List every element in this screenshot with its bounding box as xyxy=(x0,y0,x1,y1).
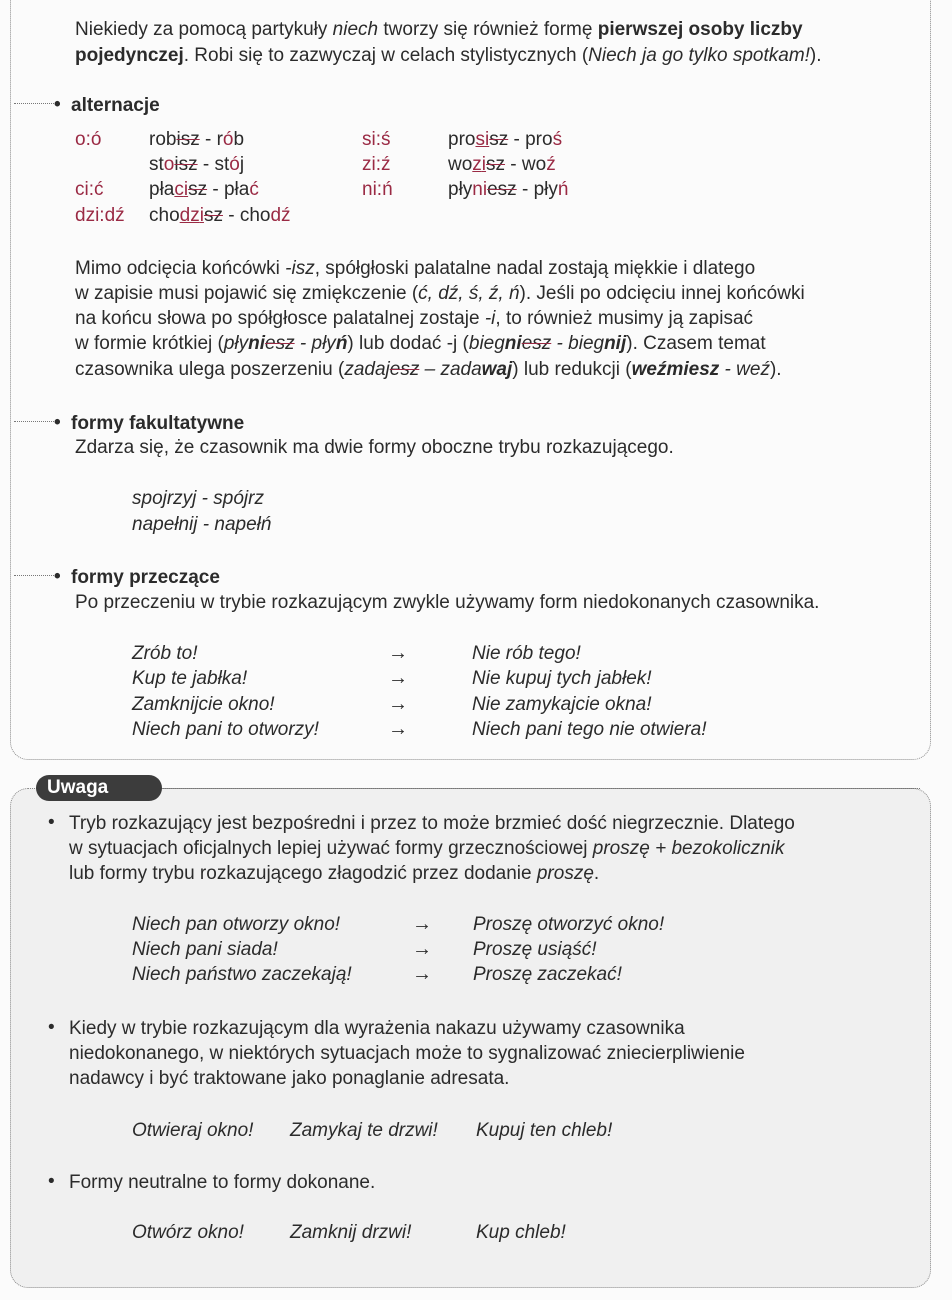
uwaga-label: Uwaga xyxy=(36,775,162,801)
heading-przeczace: formy przeczące xyxy=(71,567,220,588)
example-polite: Proszę usiąść! xyxy=(473,939,597,960)
uwaga-text-2: w sytuacjach oficjalnych lepiej używać formy grzecznościowej proszę + bezokolicznik xyxy=(69,838,785,859)
alt-pair: ci:ć xyxy=(75,179,104,200)
example-polite: Proszę otworzyć okno! xyxy=(473,914,665,935)
arrow-right-icon: → xyxy=(412,963,432,985)
example-imperative: Niech państwo zaczekają! xyxy=(132,964,352,985)
uwaga-text-5: niedokonanego, w niektórych sytuacjach może to sygnalizować zniecierpliwienie xyxy=(69,1043,745,1064)
uwaga-text-1: Tryb rozkazujący jest bezpośredni i przez to może brzmieć dość niegrzecznie. Dlatego xyxy=(69,813,795,834)
example-negative: Niech pani tego nie otwiera! xyxy=(472,719,707,740)
uwaga-text-6: nadawcy i być traktowane jako ponaglanie adresata. xyxy=(69,1068,510,1089)
alt-pair: zi:ź xyxy=(362,154,391,175)
alt-pair: ni:ń xyxy=(362,179,393,200)
alt-row: stoisz - stój xyxy=(149,154,245,175)
example-imperative: Niech pan otworzy okno! xyxy=(132,914,341,935)
uwaga-text-4: Kiedy w trybie rozkazującym dla wyrażenia nakazu używamy czasownika xyxy=(69,1018,685,1039)
dotted-leader xyxy=(14,575,54,576)
dotted-leader xyxy=(14,103,54,104)
alt-pair: si:ś xyxy=(362,129,391,150)
bullet-icon: • xyxy=(48,1171,55,1192)
dotted-border xyxy=(160,788,920,789)
example-imperfective: Otwieraj okno! xyxy=(132,1120,254,1141)
example-affirmative: Zrób to! xyxy=(132,643,198,664)
heading-alternacje: alternacje xyxy=(71,95,160,116)
uwaga-text-3: lub formy trybu rozkazującego złagodzić przez dodanie proszę. xyxy=(69,863,600,884)
example-polite: Proszę zaczekać! xyxy=(473,964,622,985)
alt-row: płacisz - płać xyxy=(149,179,259,200)
alt-row: wozisz - woź xyxy=(448,154,556,175)
heading-fakultatywne: formy fakultatywne xyxy=(71,413,245,434)
alt-row: płyniesz - płyń xyxy=(448,179,569,200)
example-perfective: Kup chleb! xyxy=(476,1222,566,1243)
fakultatywne-text: Zdarza się, że czasownik ma dwie formy oboczne trybu rozkazującego. xyxy=(75,437,674,458)
example-affirmative: Niech pani to otworzy! xyxy=(132,719,319,740)
example-affirmative: Zamknijcie okno! xyxy=(132,694,275,715)
arrow-right-icon: → xyxy=(388,718,408,740)
example-imperfective: Kupuj ten chleb! xyxy=(476,1120,613,1141)
arrow-right-icon: → xyxy=(388,642,408,664)
arrow-right-icon: → xyxy=(388,693,408,715)
intro-line-1: Niekiedy za pomocą partykuły niech tworzy się również formę pierwszej osoby liczby xyxy=(75,19,803,40)
example-perfective: Zamknij drzwi! xyxy=(290,1222,412,1243)
alt-row: chodzisz - chodź xyxy=(149,205,291,226)
intro-line-2: pojedynczej. Robi się to zazwyczaj w celach stylistycznych (Niech ja go tylko spotkam!). xyxy=(75,45,822,66)
example-imperfective: Zamykaj te drzwi! xyxy=(290,1120,438,1141)
alt-pair: dzi:dź xyxy=(75,205,125,226)
bullet-icon: • xyxy=(54,566,61,587)
bullet-icon: • xyxy=(48,812,55,833)
arrow-right-icon: → xyxy=(412,913,432,935)
alt-row: robisz - rób xyxy=(149,129,245,150)
example-perfective: Otwórz okno! xyxy=(132,1222,244,1243)
przeczace-text: Po przeczeniu w trybie rozkazującym zwykle używamy form niedokonanych czasownika. xyxy=(75,592,820,613)
example-negative: Nie zamykajcie okna! xyxy=(472,694,652,715)
bullet-icon: • xyxy=(48,1017,55,1038)
dotted-leader xyxy=(14,421,54,422)
example-negative: Nie rób tego! xyxy=(472,643,581,664)
fakultatywne-example: napełnij - napełń xyxy=(132,514,272,535)
uwaga-text-7: Formy neutralne to formy dokonane. xyxy=(69,1172,376,1193)
fakultatywne-example: spojrzyj - spójrz xyxy=(132,488,264,509)
alt-row: prosisz - proś xyxy=(448,129,563,150)
arrow-right-icon: → xyxy=(388,667,408,689)
bullet-icon: • xyxy=(54,94,61,115)
arrow-right-icon: → xyxy=(412,938,432,960)
example-negative: Nie kupuj tych jabłek! xyxy=(472,668,652,689)
example-imperative: Niech pani siada! xyxy=(132,939,278,960)
bullet-icon: • xyxy=(54,412,61,433)
alt-pair: o:ó xyxy=(75,129,102,150)
example-affirmative: Kup te jabłka! xyxy=(132,668,248,689)
